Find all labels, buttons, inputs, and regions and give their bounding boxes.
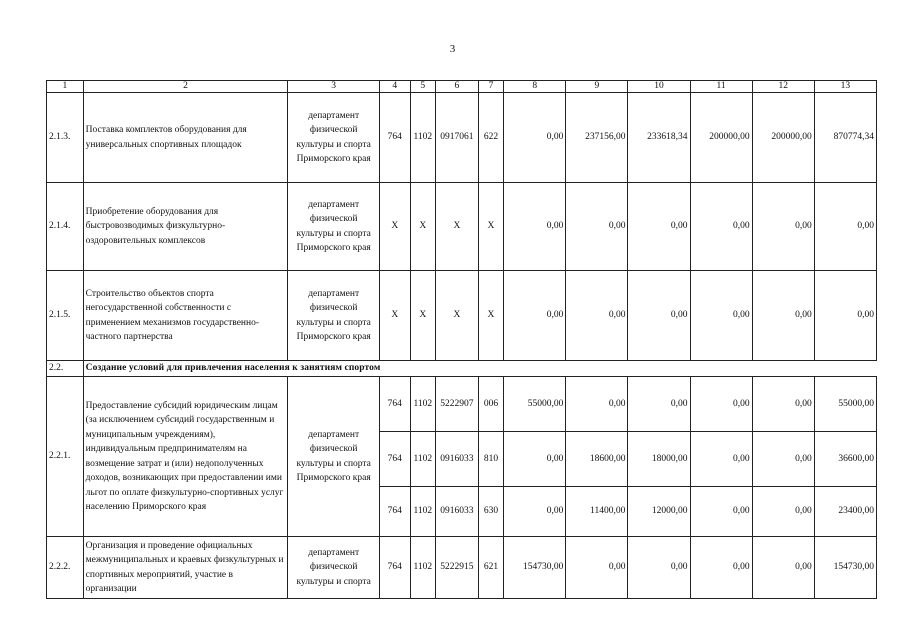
amount-cell: 55000,00: [814, 377, 876, 432]
header-cell: 4: [380, 81, 411, 93]
code-cell: 0916033: [436, 487, 479, 537]
amount-cell: 0,00: [628, 537, 690, 599]
code-cell: 1102: [410, 537, 435, 599]
measure-name: Приобретение оборудования для быстровозводимых физкультурно-оздоровительных комплексов: [83, 183, 288, 271]
row-number: 2.1.4.: [47, 183, 84, 271]
header-cell: 11: [690, 81, 752, 93]
amount-cell: 0,00: [752, 487, 814, 537]
amount-cell: 0,00: [566, 377, 628, 432]
row-number: 2.1.5.: [47, 271, 84, 361]
amount-cell: 0,00: [690, 537, 752, 599]
code-cell: 5222915: [436, 537, 479, 599]
measure-name: Предоставление субсидий юридическим лицам (за исключением субсидий государственным и муниципальным учреждениям), индивидуальным предпринимателям на возмещение затрат и (или) недополученных доходов, возникающих при предоставлении ими льгот по оплате физкультурно-спортивных услуг населению Приморского края: [83, 377, 288, 537]
amount-cell: 0,00: [814, 183, 876, 271]
header-cell: 5: [410, 81, 435, 93]
header-cell: 3: [288, 81, 380, 93]
header-cell: 8: [504, 81, 566, 93]
code-cell: X: [436, 183, 479, 271]
amount-cell: 36600,00: [814, 432, 876, 487]
code-cell: 1102: [410, 93, 435, 183]
code-cell: 764: [380, 537, 411, 599]
row-number: 2.2.1.: [47, 377, 84, 537]
header-cell: 6: [436, 81, 479, 93]
section-row: [47, 361, 877, 377]
code-cell: 764: [380, 432, 411, 487]
code-cell: 810: [478, 432, 503, 487]
amount-cell: 870774,34: [814, 93, 876, 183]
row-number: 2.1.3.: [47, 93, 84, 183]
code-cell: X: [478, 183, 503, 271]
department: департамент физической культуры и спорта Приморского края: [288, 183, 380, 271]
amount-cell: 200000,00: [752, 93, 814, 183]
measure-name: Поставка комплектов оборудования для универсальных спортивных площадок: [83, 93, 288, 183]
amount-cell: 0,00: [628, 183, 690, 271]
code-cell: 622: [478, 93, 503, 183]
code-cell: 764: [380, 93, 411, 183]
department: департамент физической культуры и спорта Приморского края: [288, 271, 380, 361]
measure-name: Строительство объектов спорта негосударственной собственности с применением механизмов государственно-частного партнерства: [83, 271, 288, 361]
code-cell: X: [410, 183, 435, 271]
header-cell: 7: [478, 81, 503, 93]
amount-cell: 0,00: [752, 377, 814, 432]
amount-cell: 0,00: [690, 271, 752, 361]
header-cell: 1: [47, 81, 84, 93]
amount-cell: 0,00: [690, 487, 752, 537]
amount-cell: 0,00: [690, 432, 752, 487]
amount-cell: 0,00: [690, 183, 752, 271]
code-cell: X: [478, 271, 503, 361]
table-row: [47, 93, 877, 183]
table-row: [47, 537, 877, 599]
measure-name: Организация и проведение официальных межмуниципальных и краевых физкультурных и спортивных мероприятий, участие в организации: [83, 537, 288, 599]
amount-cell: 0,00: [752, 537, 814, 599]
amount-cell: 233618,34: [628, 93, 690, 183]
amount-cell: 0,00: [690, 377, 752, 432]
budget-table: [46, 80, 877, 599]
amount-cell: 0,00: [814, 271, 876, 361]
amount-cell: 154730,00: [504, 537, 566, 599]
code-cell: X: [380, 271, 411, 361]
department: департамент физической культуры и спорта Приморского края: [288, 377, 380, 537]
code-cell: 1102: [410, 377, 435, 432]
amount-cell: 0,00: [566, 537, 628, 599]
amount-cell: 0,00: [628, 271, 690, 361]
code-cell: 0917061: [436, 93, 479, 183]
amount-cell: 237156,00: [566, 93, 628, 183]
header-cell: 2: [83, 81, 288, 93]
table-row: [47, 271, 877, 361]
amount-cell: 0,00: [752, 432, 814, 487]
amount-cell: 0,00: [504, 487, 566, 537]
amount-cell: 0,00: [566, 183, 628, 271]
header-cell: 10: [628, 81, 690, 93]
code-cell: X: [380, 183, 411, 271]
column-number-row: [47, 81, 877, 93]
code-cell: 1102: [410, 432, 435, 487]
header-cell: 13: [814, 81, 876, 93]
amount-cell: 18000,00: [628, 432, 690, 487]
code-cell: 1102: [410, 487, 435, 537]
code-cell: 0916033: [436, 432, 479, 487]
code-cell: 5222907: [436, 377, 479, 432]
code-cell: 621: [478, 537, 503, 599]
section-title: Создание условий для привлечения населения к занятиям спортом: [83, 361, 876, 377]
table-row: [47, 183, 877, 271]
row-number: 2.2.2.: [47, 537, 84, 599]
amount-cell: 0,00: [504, 271, 566, 361]
code-cell: 764: [380, 377, 411, 432]
page-number: 3: [449, 43, 456, 55]
amount-cell: 0,00: [504, 93, 566, 183]
amount-cell: 0,00: [504, 183, 566, 271]
code-cell: 630: [478, 487, 503, 537]
code-cell: X: [436, 271, 479, 361]
amount-cell: 12000,00: [628, 487, 690, 537]
amount-cell: 0,00: [566, 271, 628, 361]
amount-cell: 0,00: [504, 432, 566, 487]
table-row: [47, 377, 877, 432]
amount-cell: 55000,00: [504, 377, 566, 432]
amount-cell: 0,00: [752, 183, 814, 271]
code-cell: 764: [380, 487, 411, 537]
department: департамент физической культуры и спорта: [288, 537, 380, 599]
code-cell: 006: [478, 377, 503, 432]
amount-cell: 11400,00: [566, 487, 628, 537]
amount-cell: 0,00: [752, 271, 814, 361]
amount-cell: 18600,00: [566, 432, 628, 487]
amount-cell: 200000,00: [690, 93, 752, 183]
code-cell: X: [410, 271, 435, 361]
header-cell: 12: [752, 81, 814, 93]
row-number: 2.2.: [47, 361, 84, 377]
department: департамент физической культуры и спорта Приморского края: [288, 93, 380, 183]
amount-cell: 154730,00: [814, 537, 876, 599]
amount-cell: 23400,00: [814, 487, 876, 537]
amount-cell: 0,00: [628, 377, 690, 432]
header-cell: 9: [566, 81, 628, 93]
